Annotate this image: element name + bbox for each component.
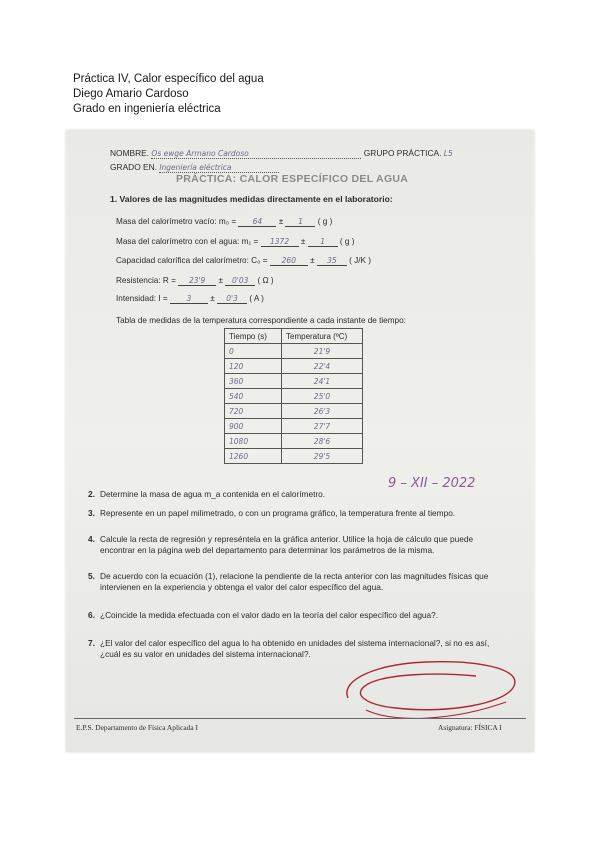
header-author: Diego Amario Cardoso: [73, 88, 189, 100]
table-caption: Tabla de medidas de la temperatura correspondiente a cada instante de tiempo:: [116, 316, 406, 325]
measurement-value: 1372: [270, 237, 290, 246]
table-cell-time: 900: [229, 421, 244, 431]
measurement-pm: ±: [278, 217, 284, 226]
measurement-value: 260: [281, 256, 296, 265]
measurement-symbol: I =: [158, 294, 168, 303]
table-row: [225, 449, 363, 464]
measurement-value: 3: [186, 294, 192, 303]
question-text: Calcule la recta de regresión y represéntela en la gráfica anterior. Utilice la hoja de cálculo que puede encontrar en la página web del departamento para determinar los parámetros de la misma.: [100, 534, 474, 555]
header-title: Práctica IV, Calor específico del agua: [73, 73, 264, 85]
question-item: [88, 508, 512, 519]
grupo-value: L5: [443, 149, 453, 158]
table-cell-time: 720: [229, 406, 244, 416]
document-header: [73, 72, 264, 117]
question-text: ¿Coincide la medida efectuada con el valor dado en la teoría del calor específico del agua?.: [100, 610, 439, 620]
table-cell-time: 1080: [229, 436, 249, 446]
measurement-error: 35: [327, 256, 337, 265]
table-cell-time: 360: [229, 376, 244, 386]
measurement-pm: ±: [218, 276, 223, 285]
table-cell-time: 540: [229, 391, 244, 401]
nombre-row: [110, 148, 453, 159]
table-header-row: [225, 329, 363, 344]
question-number: 5.: [88, 571, 95, 581]
question-item: [88, 571, 512, 592]
measurement-label: Capacidad calorífica del calorímetro:: [116, 256, 249, 265]
grado-label: GRADO EN.: [110, 162, 157, 172]
question-item: [88, 534, 512, 555]
measurement-pm: ±: [300, 237, 306, 246]
measurement-row: [116, 237, 354, 247]
footer-department: E.P.S. Departamento de Física Aplicada I: [76, 723, 198, 732]
table-row: [225, 434, 363, 449]
table-row: [225, 359, 363, 374]
nombre-value: Os ewge Armano Cardoso: [151, 149, 249, 158]
table-cell-temperature: 29'5: [313, 451, 331, 461]
measurement-unit: ( g ): [317, 217, 333, 226]
scanned-worksheet: [66, 130, 534, 752]
table-header-temperature: Temperatura (ºC): [282, 329, 363, 344]
table-cell-temperature: 27'7: [313, 421, 331, 431]
table-cell-temperature: 25'0: [313, 391, 331, 401]
footer-subject: Asignatura: FÍSICA I: [438, 723, 502, 732]
header-degree: Grado en ingeniería eléctrica: [73, 103, 221, 115]
measurement-label: Masa del calorímetro con el agua:: [116, 237, 240, 246]
table-cell-temperature: 24'1: [313, 376, 331, 386]
measurement-unit: ( A ): [249, 294, 264, 303]
temperature-table: [224, 328, 363, 464]
question-number: 6.: [88, 610, 95, 620]
measurement-row: [116, 276, 274, 286]
question-number: 2.: [88, 489, 95, 499]
table-row: [225, 404, 363, 419]
question-text: De acuerdo con la ecuación (1), relacione la pendiente de la recta anterior con las magnitudes físicas que intervienen en la experiencia y obtenga el valor del calor específico del agua.: [100, 571, 489, 592]
measurement-unit: ( Ω ): [257, 276, 274, 285]
measurement-pm: ±: [310, 256, 315, 265]
table-cell-time: 1260: [229, 451, 249, 461]
measurement-error: 0'03: [232, 276, 249, 285]
table-cell-temperature: 26'3: [313, 406, 331, 416]
measurement-error: 0'3: [226, 294, 238, 303]
table-cell-time: 0: [229, 346, 234, 356]
table-cell-temperature: 21'9: [313, 346, 331, 356]
question-item: [88, 489, 512, 500]
measurement-error: 1: [298, 217, 303, 226]
table-row: [225, 374, 363, 389]
table-row: [225, 344, 363, 359]
question-text: Represente en un papel milimetrado, o con un programa gráfico, la temperatura frente al tiempo.: [100, 508, 456, 518]
measurement-unit: ( J/K ): [349, 256, 372, 265]
measurement-value: 23'9: [188, 276, 206, 285]
question-item: [88, 610, 512, 621]
grado-row: [110, 162, 279, 173]
table-header-time: Tiempo (s): [225, 329, 282, 344]
question-number: 7.: [88, 638, 95, 648]
table-cell-temperature: 28'6: [313, 436, 331, 446]
measurement-label: Masa del calorímetro vacío:: [116, 217, 217, 226]
measurement-label: Resistencia:: [116, 276, 161, 285]
grupo-label: GRUPO PRÁCTICA.: [363, 148, 442, 158]
grado-value: Ingeniería eléctrica: [159, 163, 232, 172]
question-1: 1. Valores de las magnitudes medidas directamente en el laboratorio:: [110, 194, 393, 204]
measurement-symbol: m₀ =: [218, 217, 237, 226]
measurement-error: 1: [320, 237, 325, 246]
measurement-symbol: m₁ =: [241, 237, 259, 246]
question-number: 4.: [88, 534, 95, 544]
measurement-symbol: C₀ =: [251, 256, 268, 265]
measurement-symbol: R =: [162, 276, 176, 285]
table-cell-time: 120: [229, 361, 244, 371]
table-cell-temperature: 22'4: [313, 361, 331, 371]
question-text: Determine la masa de agua m_a contenida en el calorímetro.: [100, 489, 326, 499]
measurement-row: [116, 256, 371, 266]
measurement-value: 64: [252, 217, 263, 226]
measurement-row: [116, 217, 332, 227]
measurement-pm: ±: [210, 294, 215, 303]
handwritten-date: 9 – XII – 2022: [388, 476, 476, 491]
table-row: [225, 389, 363, 404]
table-row: [225, 419, 363, 434]
measurement-row: [116, 294, 264, 304]
nombre-label: NOMBRE.: [110, 148, 150, 158]
practice-title: PRÁCTICA: CALOR ESPECÍFICO DEL AGUA: [176, 173, 409, 185]
question-number: 3.: [88, 508, 95, 518]
measurement-unit: ( g ): [339, 237, 355, 246]
question-text: ¿El valor del calor específico del agua lo ha obtenido en unidades del sistema internacional?, si no es así, ¿cuál es su valor en unidades del sistema internacional?.: [100, 638, 490, 659]
measurement-label: Intensidad:: [116, 294, 157, 303]
